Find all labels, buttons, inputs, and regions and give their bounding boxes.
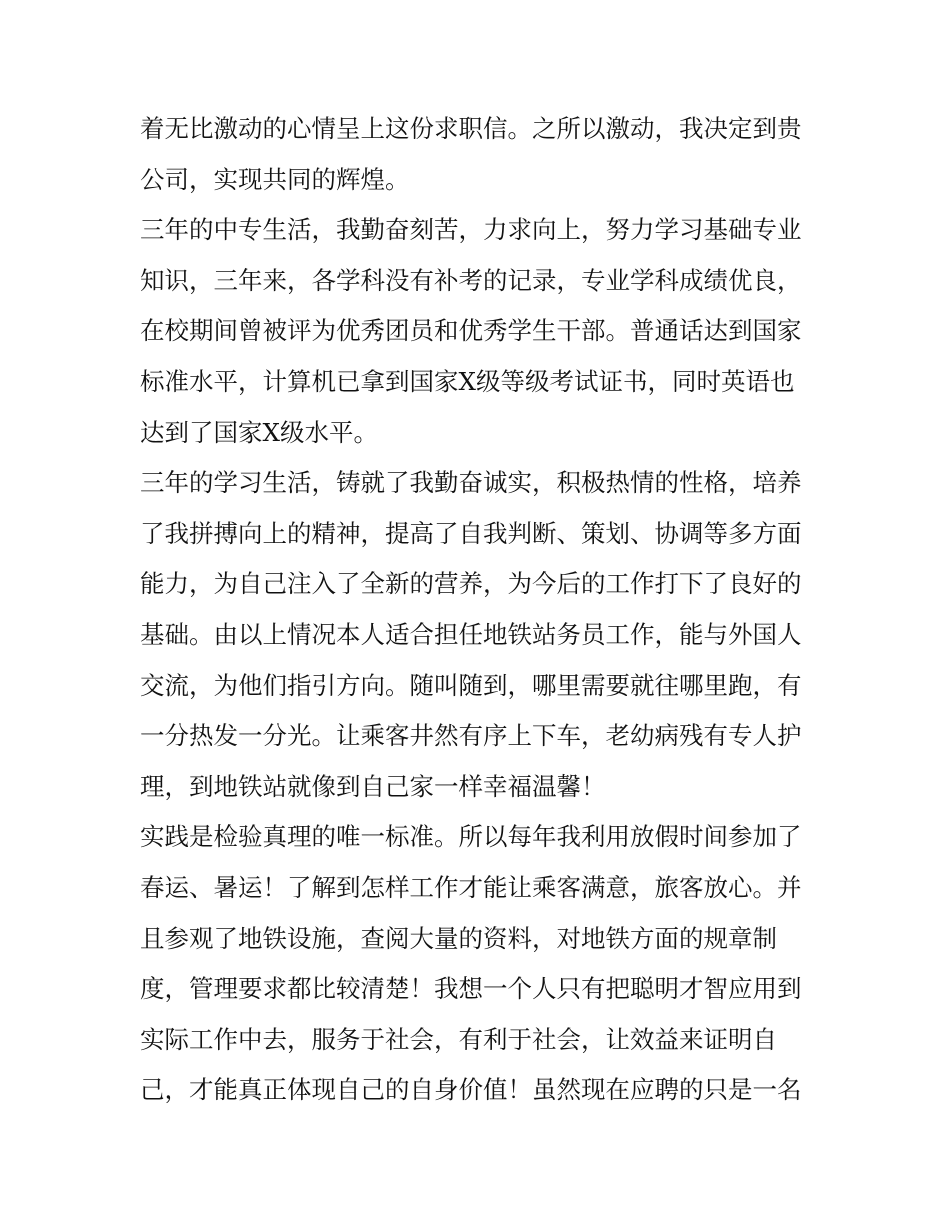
text-line: 着无比激动的心情呈上这份求职信。之所以激动，我决定到贵 bbox=[140, 114, 802, 143]
text-line: 公司，实现共同的辉煌。 bbox=[140, 164, 410, 194]
text-line: 度，管理要求都比较清楚！我想一个人只有把聪明才智应用到 bbox=[140, 974, 802, 1004]
letter-body bbox=[140, 104, 820, 1116]
text-line: 实际工作中去，服务于社会，有利于社会，让效益来证明自 bbox=[140, 1024, 777, 1054]
text-line: 己，才能真正体现自己的自身价值！虽然现在应聘的只是一名 bbox=[140, 1075, 802, 1105]
text-line: 三年的中专生活，我勤奋刻苦，力求向上，努力学习基础专业 bbox=[140, 215, 802, 245]
text-line: 春运、暑运！了解到怎样工作才能让乘客满意，旅客放心。并 bbox=[140, 872, 802, 902]
text-line: 能力，为自己注入了全新的营养，为今后的工作打下了良好的 bbox=[140, 569, 802, 599]
text-line: 了我拼搏向上的精神，提高了自我判断、策划、协调等多方面 bbox=[140, 518, 802, 548]
text-line: 三年的学习生活，铸就了我勤奋诚实，积极热情的性格，培养 bbox=[140, 468, 802, 498]
text-line: 实践是检验真理的唯一标准。所以每年我利用放假时间参加了 bbox=[140, 822, 802, 852]
text-line: 一分热发一分光。让乘客井然有序上下车，老幼病残有专人护 bbox=[140, 721, 802, 751]
text-line: 在校期间曾被评为优秀团员和优秀学生干部。普通话达到国家 bbox=[140, 316, 802, 346]
text-line: 理，到地铁站就像到自己家一样幸福温馨！ bbox=[140, 771, 606, 801]
text-line: 知识，三年来，各学科没有补考的记录，专业学科成绩优良， bbox=[140, 265, 802, 295]
text-line: 且参观了地铁设施，查阅大量的资料，对地铁方面的规章制 bbox=[140, 923, 777, 953]
text-line: 基础。由以上情况本人适合担任地铁站务员工作，能与外国人 bbox=[140, 619, 802, 649]
text-line: 交流，为他们指引方向。随叫随到，哪里需要就往哪里跑，有 bbox=[140, 670, 802, 700]
text-line: 标准水平，计算机已拿到国家X级等级考试证书，同时英语也 bbox=[140, 366, 795, 396]
text-line: 达到了国家X级水平。 bbox=[140, 417, 378, 447]
